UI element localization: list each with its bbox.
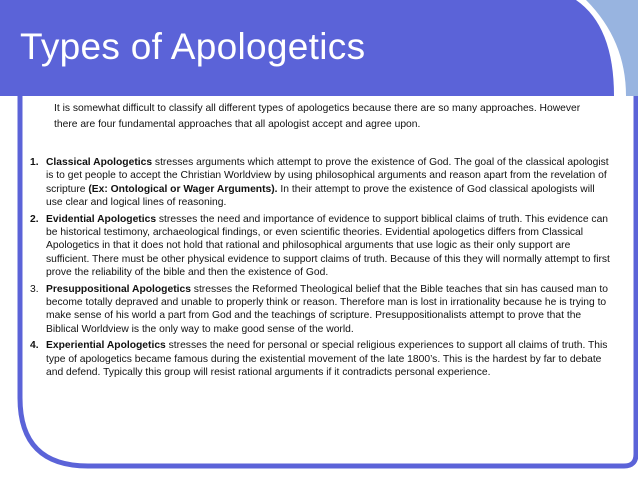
list-item-presuppositional bbox=[30, 283, 610, 337]
list-term: Experiential Apologetics bbox=[46, 340, 166, 352]
list-text: stresses the need for personal or special religious experiences to support all claims of truth. This type of apologetics became famous during the existential movement of the late 1800’s. This is the hardest by far to debate and defend. Typically this group will resist rational arguments if it contradicts personal experience. bbox=[46, 340, 608, 379]
list-item-evidential bbox=[30, 213, 610, 280]
list-number: 2. bbox=[30, 213, 39, 225]
list-text-continued: In their attempt to prove the existence of God classical apologists will use clear and logical lines of reasoning. bbox=[46, 183, 595, 209]
list-text: stresses arguments which attempt to prove the existence of God. The goal of the classical apologist is to get people to accept the Christian Worldview by using philosophical arguments and reason apart from the revelation of scripture bbox=[46, 157, 609, 195]
list-term: Evidential Apologetics bbox=[46, 213, 157, 225]
list-example: (Ex: Ontological or Wager Arguments). bbox=[88, 183, 278, 195]
list-term: Presuppositional Apologetics bbox=[46, 283, 191, 295]
slide-title: Types of Apologetics bbox=[20, 26, 366, 67]
intro-paragraph: It is somewhat difficult to classify all different types of apologetics because there are so many approaches. However there are four fundamental approaches that all apologist accept and agree upon. bbox=[54, 103, 581, 130]
list-number: 3. bbox=[30, 283, 39, 295]
list-term: Classical Apologetics bbox=[46, 157, 153, 168]
apologetics-list bbox=[30, 156, 610, 383]
list-item-experiential bbox=[30, 339, 610, 379]
list-text: stresses the Reformed Theological belief that the Bible teaches that sin has caused man to become totally depraved and unable to properly think or reason. Therefore man is lost in irrationality because he is trying to make sense of his world a part from God and the teachings of scripture. Presuppositionalists attempt to prove that the Biblical Worldview is the only way to make good sense of the world. bbox=[46, 283, 609, 335]
list-number: 4. bbox=[30, 340, 39, 352]
list-item-classical bbox=[30, 156, 610, 210]
list-number: 1. bbox=[30, 157, 39, 168]
list-text: stresses the need and importance of evidence to support biblical claims of truth. This evidence can be historical testimony, archaeological findings, or even scientific theories. Evidential apologetics differs from Classical Apologetics in that it does not hold that rational and philosophical arguments that use logic as their only support are sufficient. There must be other physical evidence to support claims of truth. Because of this they will normally attempt to first prove the reliability of the bible and then the existence of God. bbox=[46, 213, 610, 279]
